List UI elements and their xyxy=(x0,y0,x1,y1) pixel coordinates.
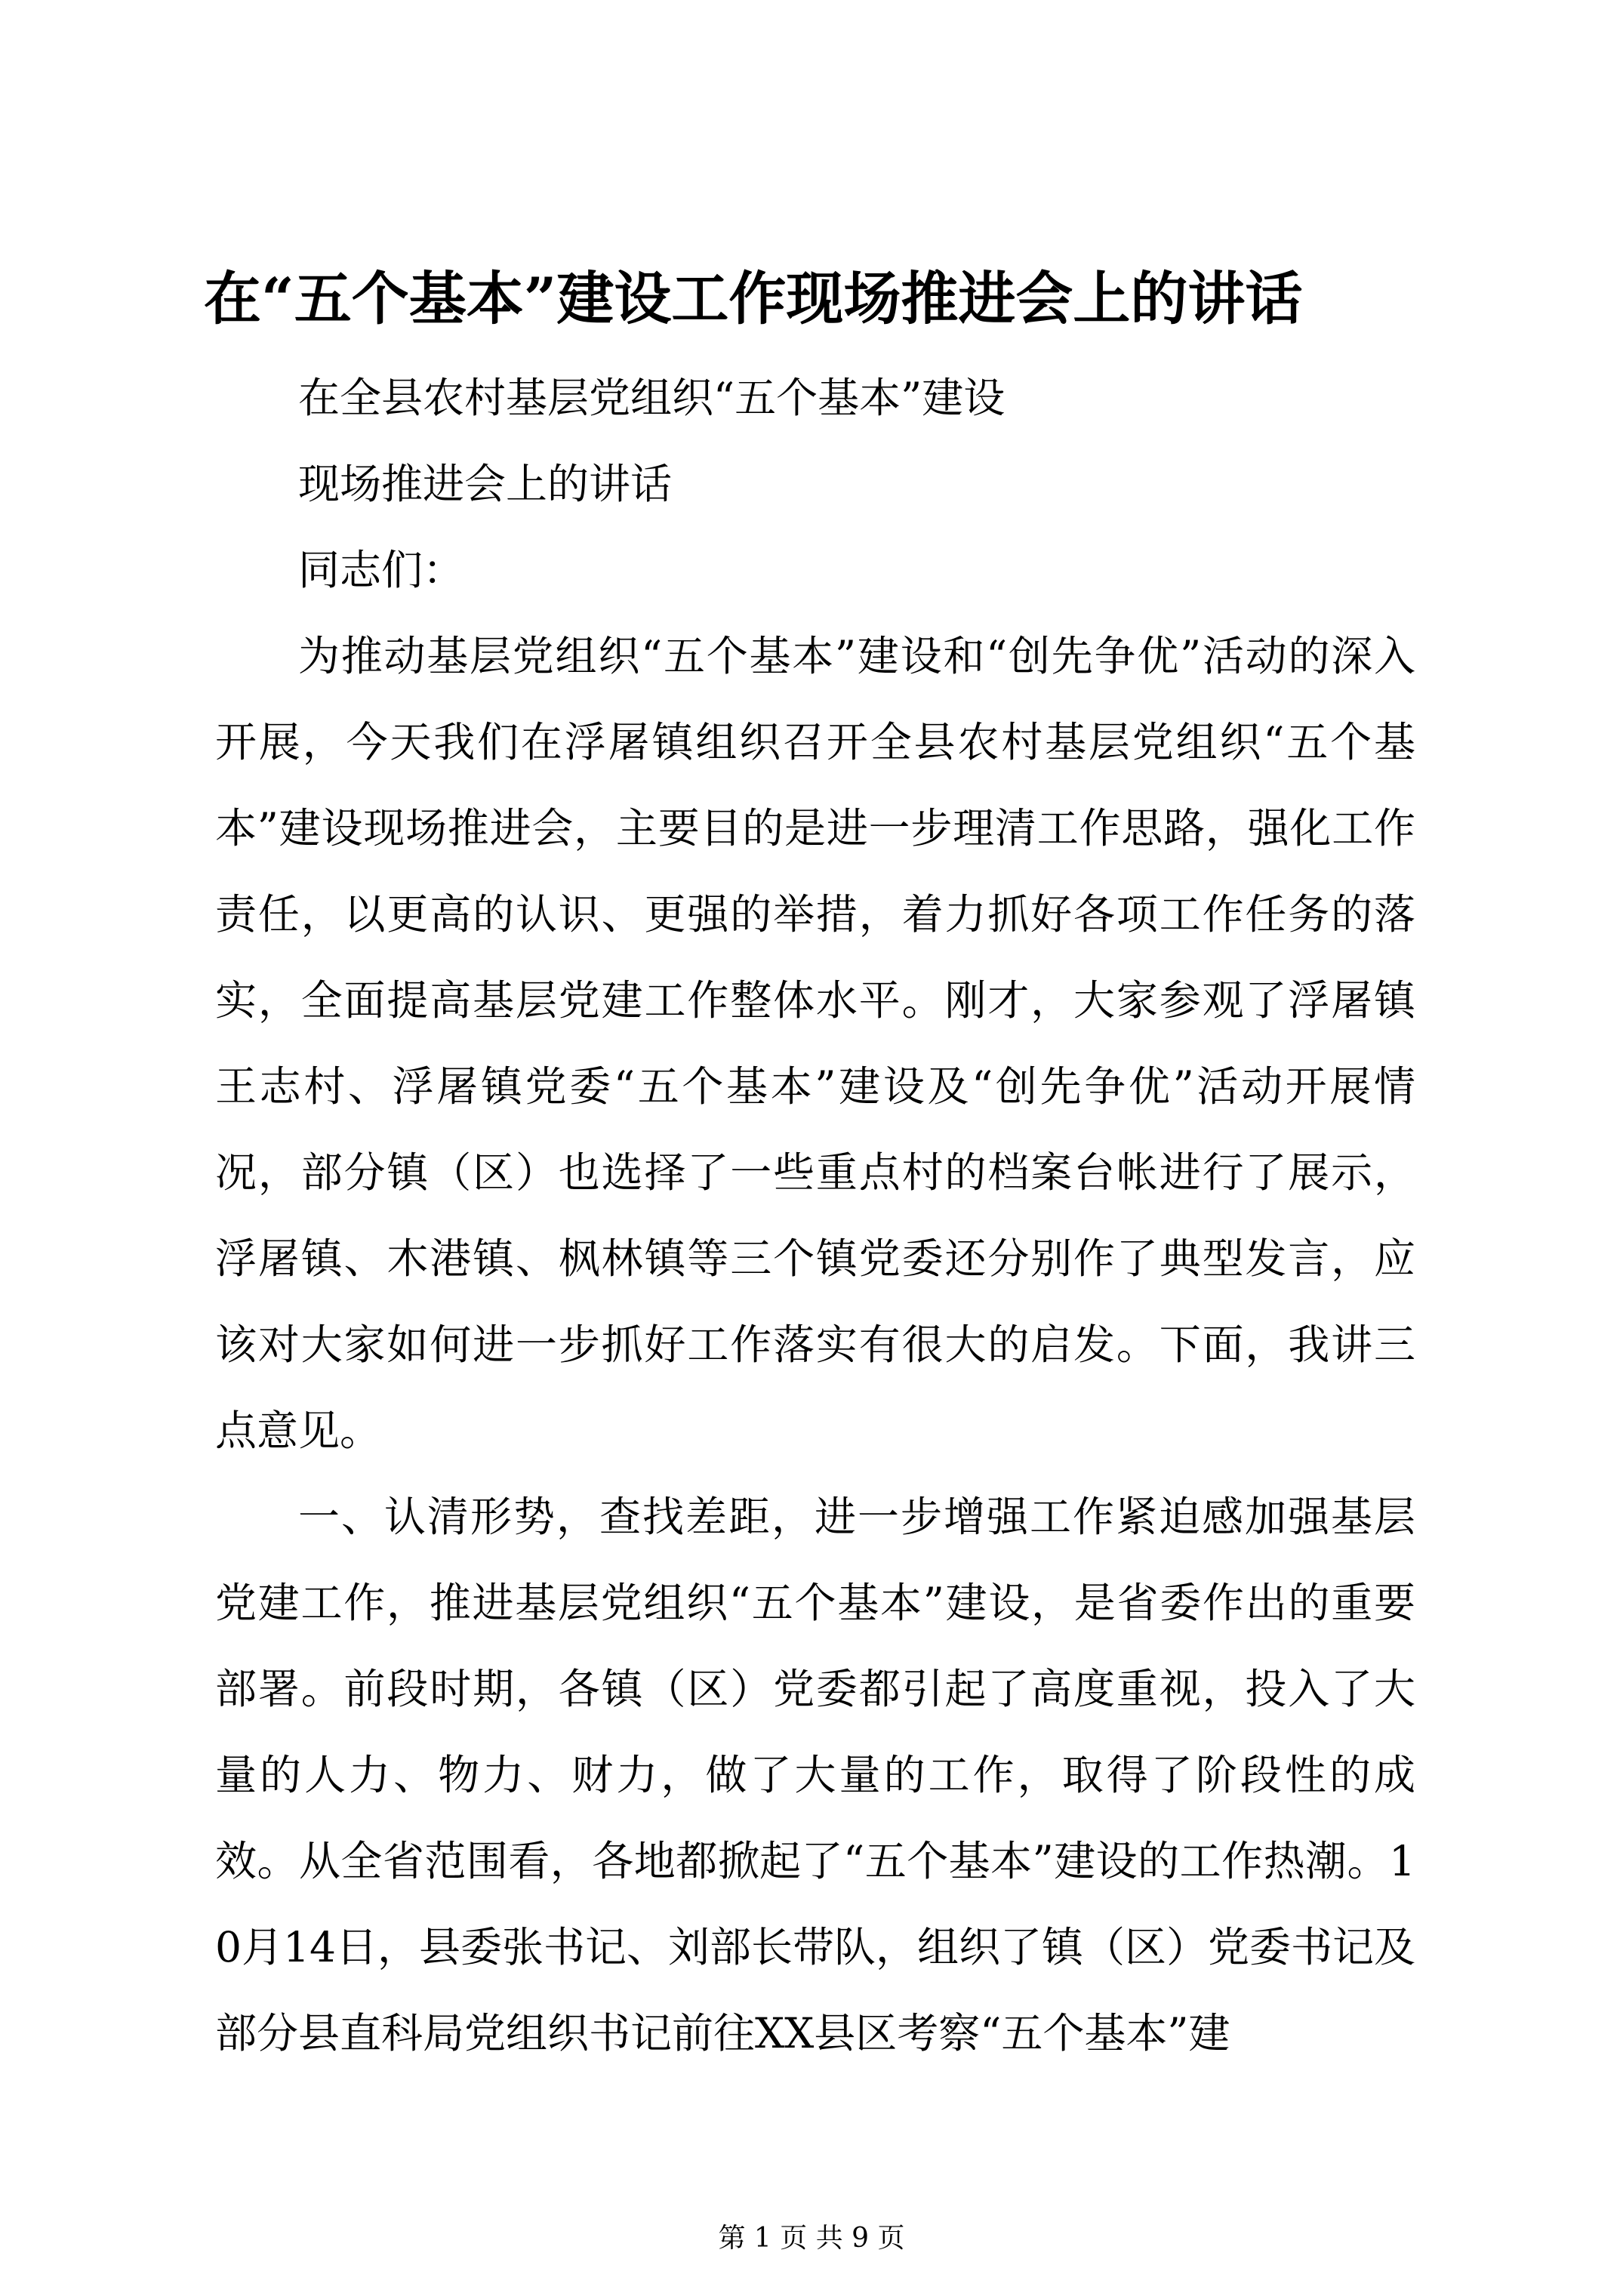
page-footer: 第 1 页 共 9 页 xyxy=(718,2223,905,2254)
document-body xyxy=(215,355,1415,2076)
subtitle-line-2: 现场推进会上的讲话 xyxy=(298,460,673,508)
subtitle-line-1: 在全县农村基层党组织“五个基本”建设 xyxy=(298,374,1006,422)
document-title: 在“五个基本”建设工作现场推进会上的讲话 xyxy=(204,265,1303,332)
salutation: 同志们： xyxy=(298,546,465,594)
body-paragraph: 一、认清形势，查找差距，进一步增强工作紧迫感加强基层党建工作，推进基层党组织“五个基本”建设，是省委作出的重要部署。前段时期，各镇（区）党委都引起了高度重视，投入了大量的人力、物力、财力，做了大量的工作，取得了阶段性的成效。从全省范围看，各地都掀起了“五个基本”建设的工作热潮。10月14日，县委张书记、刘部长带队，组织了镇（区）党委书记及部分县直科局党组织书记前往XX县区考察“五个基本”建 xyxy=(215,1493,1415,2057)
body-paragraph: 为推动基层党组织“五个基本”建设和“创先争优”活动的深入开展，今天我们在浮屠镇组织召开全县农村基层党组织“五个基本”建设现场推进会，主要目的是进一步理清工作思路，强化工作责任，以更高的认识、更强的举措，着力抓好各项工作任务的落实，全面提高基层党建工作整体水平。刚才，大家参观了浮屠镇王志村、浮屠镇党委“五个基本”建设及“创先争优”活动开展情况，部分镇（区）也选择了一些重点村的档案台帐进行了展示，浮屠镇、木港镇、枫林镇等三个镇党委还分别作了典型发言，应该对大家如何进一步抓好工作落实有很大的启发。下面，我讲三点意见。 xyxy=(215,632,1415,1455)
